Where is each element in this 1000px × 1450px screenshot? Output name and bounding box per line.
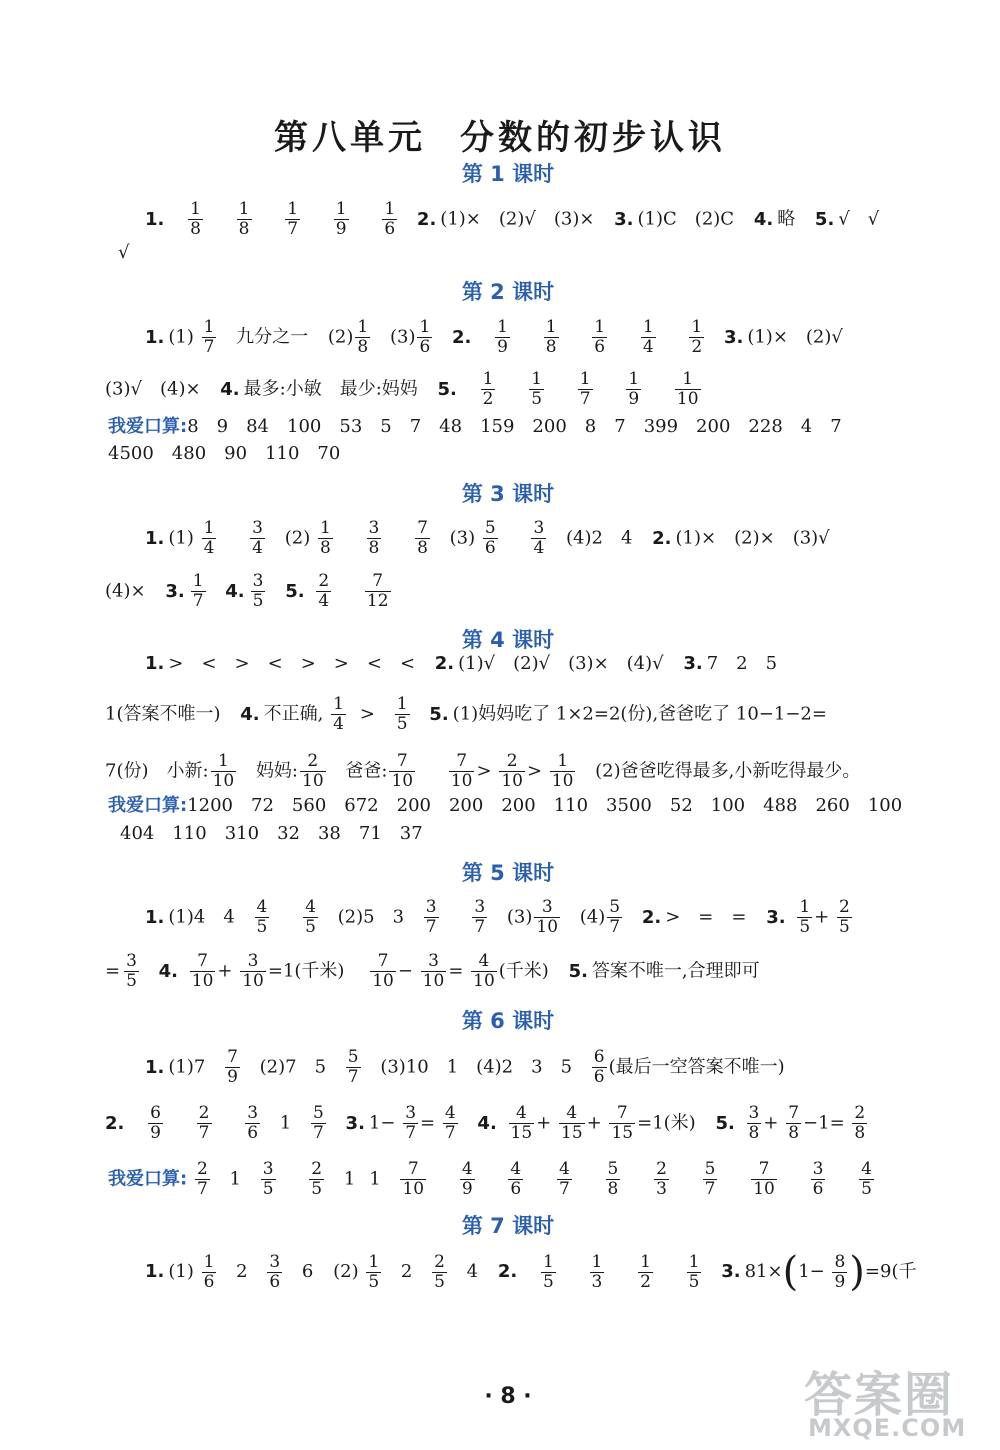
answer-line: = $\frac{3}{5}$ 4. $\frac{7}{10}$ + $\frac{3}{10}$ =1(千米) $\frac{7}{10}$ − $\frac{3}{10}$ = $\frac{4}{10}$ (千米) 5. 答案不唯一,合理即可 bbox=[105, 951, 760, 991]
fraction: $\frac{1}{2}$ bbox=[640, 1251, 651, 1292]
lesson-heading: 第 5 课时 bbox=[461, 861, 555, 885]
answer-line: 7(份) 小新: $\frac{1}{10}$ 妈妈: $\frac{2}{10}$ 爸爸: $\frac{7}{10}$ $\frac{7}{10}$ > $\frac{2}{10}$ > $\frac{1}{10}$ (2)爸爸吃得最多,小新吃得最少。 bbox=[105, 751, 861, 791]
fraction: $\frac{4}{5}$ bbox=[256, 897, 268, 937]
fraction: $\frac{7}{8}$ bbox=[417, 518, 428, 558]
fraction: $\frac{1}{7}$ bbox=[287, 199, 299, 239]
fraction: $\frac{3}{8}$ bbox=[748, 1103, 760, 1143]
fraction: $\frac{1}{10}$ bbox=[676, 369, 699, 409]
fraction: $\frac{4}{6}$ bbox=[510, 1159, 522, 1199]
answer-line: 1. (1) $\frac{1}{6}$ 2 $\frac{3}{6}$ 6 (2) $\frac{1}{5}$ 2 $\frac{2}{5}$ 4 2. $\frac{1}{5}$ $\frac{1}{3}$ $\frac{1}{2}$ $\frac{1}{5}$ 3. 81×(1− $\frac{8}{9}$ )=9(千 bbox=[145, 1249, 917, 1295]
fraction: $\frac{2}{7}$ bbox=[196, 1159, 208, 1199]
fraction: $\frac{1}{5}$ bbox=[396, 694, 408, 734]
fraction: $\frac{1}{9}$ bbox=[497, 317, 508, 357]
answer-line: 1(答案不唯一) 4. 不正确, $\frac{1}{4}$ > $\frac{1}{5}$ 5. (1)妈妈吃了 1×2=2(份),爸爸吃了 10−1−2= bbox=[105, 694, 827, 734]
fraction: $\frac{5}{7}$ bbox=[347, 1047, 359, 1087]
fraction: $\frac{1}{3}$ bbox=[591, 1251, 603, 1292]
lesson-heading: 第 2 课时 bbox=[461, 280, 555, 304]
fraction: $\frac{3}{7}$ bbox=[425, 897, 437, 937]
fraction: $\frac{1}{4}$ bbox=[333, 694, 344, 734]
fraction: $\frac{4}{15}$ bbox=[510, 1103, 533, 1143]
lesson-heading: 第 7 课时 bbox=[461, 1214, 555, 1238]
fraction: $\frac{4}{9}$ bbox=[461, 1159, 473, 1199]
fraction: $\frac{4}{5}$ bbox=[861, 1159, 872, 1199]
fraction: $\frac{1}{8}$ bbox=[545, 317, 557, 357]
fraction: $\frac{1}{2}$ bbox=[691, 317, 703, 357]
fraction: $\frac{1}{7}$ bbox=[579, 369, 591, 409]
fraction: $\frac{5}{7}$ bbox=[704, 1159, 716, 1199]
fraction: $\frac{2}{3}$ bbox=[656, 1159, 667, 1199]
fraction: $\frac{1}{2}$ bbox=[482, 369, 494, 409]
fraction: $\frac{1}{8}$ bbox=[238, 199, 250, 239]
fraction: $\frac{1}{7}$ bbox=[192, 571, 204, 611]
answer-line: 1. (1) $\frac{1}{7}$ 九分之一 (2) $\frac{1}{8}$ (3) $\frac{1}{6}$ 2. $\frac{1}{9}$ $\frac{1}{8}$ $\frac{1}{6}$ $\frac{1}{4}$ $\frac{1}{2}$ 3. (1)× (2)√ bbox=[145, 317, 843, 357]
oral-calc-line: 我爱口算: $\frac{2}{7}$ 1 $\frac{3}{5}$ $\frac{2}{5}$ 1 1 $\frac{7}{10}$ $\frac{4}{9}$ $\frac{4}{6}$ $\frac{4}{7}$ $\frac{5}{8}$ $\frac{2}{3}$ $\frac{5}{7}$ $\frac{7}{10}$ $\frac{3}{6}$ $\frac{4}{5}$ bbox=[108, 1159, 872, 1199]
fraction: $\frac{7}{10}$ bbox=[402, 1159, 425, 1199]
fraction: $\frac{3}{6}$ bbox=[247, 1103, 259, 1143]
fraction: $\frac{2}{5}$ bbox=[838, 897, 850, 937]
unit-name: 分数的初步认识 bbox=[460, 118, 726, 158]
fraction: $\frac{3}{4}$ bbox=[533, 518, 545, 558]
fraction: $\frac{5}{7}$ bbox=[312, 1103, 324, 1143]
fraction: $\frac{2}{5}$ bbox=[434, 1251, 445, 1292]
fraction: $\frac{1}{5}$ bbox=[799, 897, 811, 937]
fraction: $\frac{5}{8}$ bbox=[607, 1159, 619, 1199]
fraction: $\frac{1}{8}$ bbox=[357, 317, 369, 357]
unit-number: 第八单元 bbox=[274, 118, 426, 158]
unit-title bbox=[0, 110, 1000, 159]
fraction: $\frac{8}{9}$ bbox=[834, 1251, 846, 1292]
fraction: $\frac{7}{10}$ bbox=[191, 951, 214, 991]
answer-line: 1. > < > < > > < < 2. (1)√ (2)√ (3)× (4)√ 3. 7 2 5 bbox=[145, 653, 778, 674]
fraction: $\frac{3}{6}$ bbox=[269, 1251, 281, 1292]
fraction: $\frac{3}{8}$ bbox=[368, 518, 380, 558]
fraction: $\frac{7}{9}$ bbox=[227, 1047, 238, 1087]
fraction: $\frac{7}{10}$ bbox=[450, 751, 473, 791]
fraction: $\frac{3}{10}$ bbox=[242, 951, 264, 991]
answer-line: 1. (1)4 4 $\frac{4}{5}$ $\frac{4}{5}$ (2)5 3 $\frac{3}{7}$ $\frac{3}{7}$ (3) $\frac{3}{10}$ (4) $\frac{5}{7}$ 2. > = = 3. $\frac{1}{5}$ + $\frac{2}{5}$ bbox=[145, 897, 850, 937]
lesson-heading: 第 6 课时 bbox=[461, 1009, 555, 1033]
oral-calc-line: 我爱口算:1200 72 560 672 200 200 200 110 3500 52 100 488 260 100 bbox=[108, 795, 903, 816]
answer-line: 1. (1)7 $\frac{7}{9}$ (2)7 5 $\frac{5}{7}$ (3)10 1 (4)2 3 5 $\frac{6}{6}$ (最后一空答案不唯一) bbox=[145, 1047, 785, 1087]
fraction: $\frac{2}{10}$ bbox=[501, 751, 523, 791]
fraction: $\frac{1}{4}$ bbox=[642, 317, 654, 357]
fraction: $\frac{1}{10}$ bbox=[551, 751, 574, 791]
oral-calc-line: 404 110 310 32 38 71 37 bbox=[120, 823, 423, 844]
fraction: $\frac{2}{4}$ bbox=[318, 571, 330, 611]
fraction: $\frac{4}{7}$ bbox=[558, 1159, 570, 1199]
fraction: $\frac{5}{6}$ bbox=[484, 518, 496, 558]
answer-line: (3)√ (4)× 4. 最多:小敏 最少:妈妈 5. $\frac{1}{2}$ $\frac{1}{5}$ $\frac{1}{7}$ $\frac{1}{9}$ $\frac{1}{10}$ bbox=[105, 369, 699, 409]
fraction: $\frac{3}{6}$ bbox=[812, 1159, 824, 1199]
fraction: $\frac{3}{7}$ bbox=[474, 897, 486, 937]
fraction: $\frac{1}{4}$ bbox=[203, 518, 215, 558]
fraction: $\frac{3}{5}$ bbox=[262, 1159, 274, 1199]
fraction: $\frac{1}{9}$ bbox=[335, 199, 347, 239]
fraction: $\frac{7}{10}$ bbox=[391, 751, 414, 791]
watermark-logo bbox=[794, 1356, 994, 1446]
fraction: $\frac{1}{5}$ bbox=[531, 369, 543, 409]
fraction: $\frac{1}{8}$ bbox=[319, 518, 331, 558]
fraction: $\frac{4}{5}$ bbox=[305, 897, 316, 937]
fraction: $\frac{1}{6}$ bbox=[203, 1251, 215, 1292]
answer-line: √ bbox=[118, 242, 130, 263]
fraction: $\frac{4}{10}$ bbox=[473, 951, 495, 991]
oral-calc-line: 我爱口算:8 9 84 100 53 5 7 48 159 200 8 7 399 200 228 4 7 bbox=[108, 416, 842, 437]
fraction: $\frac{2}{7}$ bbox=[198, 1103, 210, 1143]
fraction: $\frac{6}{6}$ bbox=[593, 1047, 605, 1087]
fraction: $\frac{1}{5}$ bbox=[368, 1251, 380, 1292]
fraction: $\frac{1}{6}$ bbox=[384, 199, 396, 239]
fraction: $\frac{1}{10}$ bbox=[212, 751, 235, 791]
fraction: $\frac{3}{10}$ bbox=[422, 951, 445, 991]
fraction: $\frac{7}{15}$ bbox=[611, 1103, 634, 1143]
fraction: $\frac{3}{5}$ bbox=[252, 571, 264, 611]
fraction: $\frac{1}{5}$ bbox=[542, 1251, 554, 1292]
fraction: $\frac{1}{6}$ bbox=[419, 317, 431, 357]
answer-line: 2. $\frac{6}{9}$ $\frac{2}{7}$ $\frac{3}{6}$ 1 $\frac{5}{7}$ 3. 1− $\frac{3}{7}$ = $\frac{4}{7}$ 4. $\frac{4}{15}$ + $\frac{4}{15}$ + $\frac{7}{15}$ =1(米) 5. $\frac{3}{8}$ + $\frac{7}{8}$ −1= $\frac{2}{8}$ bbox=[105, 1103, 866, 1143]
fraction: $\frac{5}{7}$ bbox=[609, 897, 621, 937]
fraction: $\frac{2}{10}$ bbox=[302, 751, 324, 791]
fraction: $\frac{1}{7}$ bbox=[203, 317, 215, 357]
lesson-heading: 第 4 课时 bbox=[461, 628, 555, 652]
lesson-heading: 第 3 课时 bbox=[461, 482, 555, 506]
answer-line: 1. $\frac{1}{8}$ $\frac{1}{8}$ $\frac{1}{7}$ $\frac{1}{9}$ $\frac{1}{6}$ 2. (1)× (2)√ (3)× 3. (1)C (2)C 4. 略 5. √ √ bbox=[145, 199, 880, 239]
fraction: $\frac{3}{4}$ bbox=[252, 518, 263, 558]
fraction: $\frac{4}{15}$ bbox=[561, 1103, 583, 1143]
fraction: $\frac{7}{10}$ bbox=[372, 951, 394, 991]
page-number: · 8 · bbox=[484, 1384, 532, 1409]
answer-line: (4)× 3. $\frac{1}{7}$ 4. $\frac{3}{5}$ 5. $\frac{2}{4}$ $\frac{7}{12}$ bbox=[105, 571, 389, 611]
fraction: $\frac{2}{8}$ bbox=[854, 1103, 866, 1143]
fraction: $\frac{7}{8}$ bbox=[788, 1103, 800, 1143]
fraction: $\frac{1}{9}$ bbox=[628, 369, 640, 409]
lesson-heading: 第 1 课时 bbox=[461, 162, 555, 186]
answer-line: 1. (1) $\frac{1}{4}$ $\frac{3}{4}$ (2) $\frac{1}{8}$ $\frac{3}{8}$ $\frac{7}{8}$ (3) $\frac{5}{6}$ $\frac{3}{4}$ (4)2 4 2. (1)× (2)× (3)√ bbox=[145, 518, 830, 558]
fraction: $\frac{3}{7}$ bbox=[405, 1103, 417, 1143]
oral-calc-line: 4500 480 90 110 70 bbox=[108, 443, 341, 464]
fraction: $\frac{6}{9}$ bbox=[150, 1103, 161, 1143]
fraction: $\frac{7}{12}$ bbox=[366, 571, 389, 611]
fraction: $\frac{1}{6}$ bbox=[594, 317, 606, 357]
fraction: $\frac{1}{5}$ bbox=[688, 1251, 700, 1292]
watermark-url: MXQE.COM bbox=[808, 1414, 967, 1442]
watermark-text: 答案圈 bbox=[804, 1367, 955, 1423]
fraction: $\frac{2}{5}$ bbox=[311, 1159, 323, 1199]
fraction: $\frac{1}{8}$ bbox=[190, 199, 201, 239]
fraction: $\frac{3}{10}$ bbox=[536, 897, 559, 937]
fraction: $\frac{7}{10}$ bbox=[753, 1159, 775, 1199]
fraction: $\frac{4}{7}$ bbox=[444, 1103, 456, 1143]
fraction: $\frac{3}{5}$ bbox=[126, 951, 137, 991]
